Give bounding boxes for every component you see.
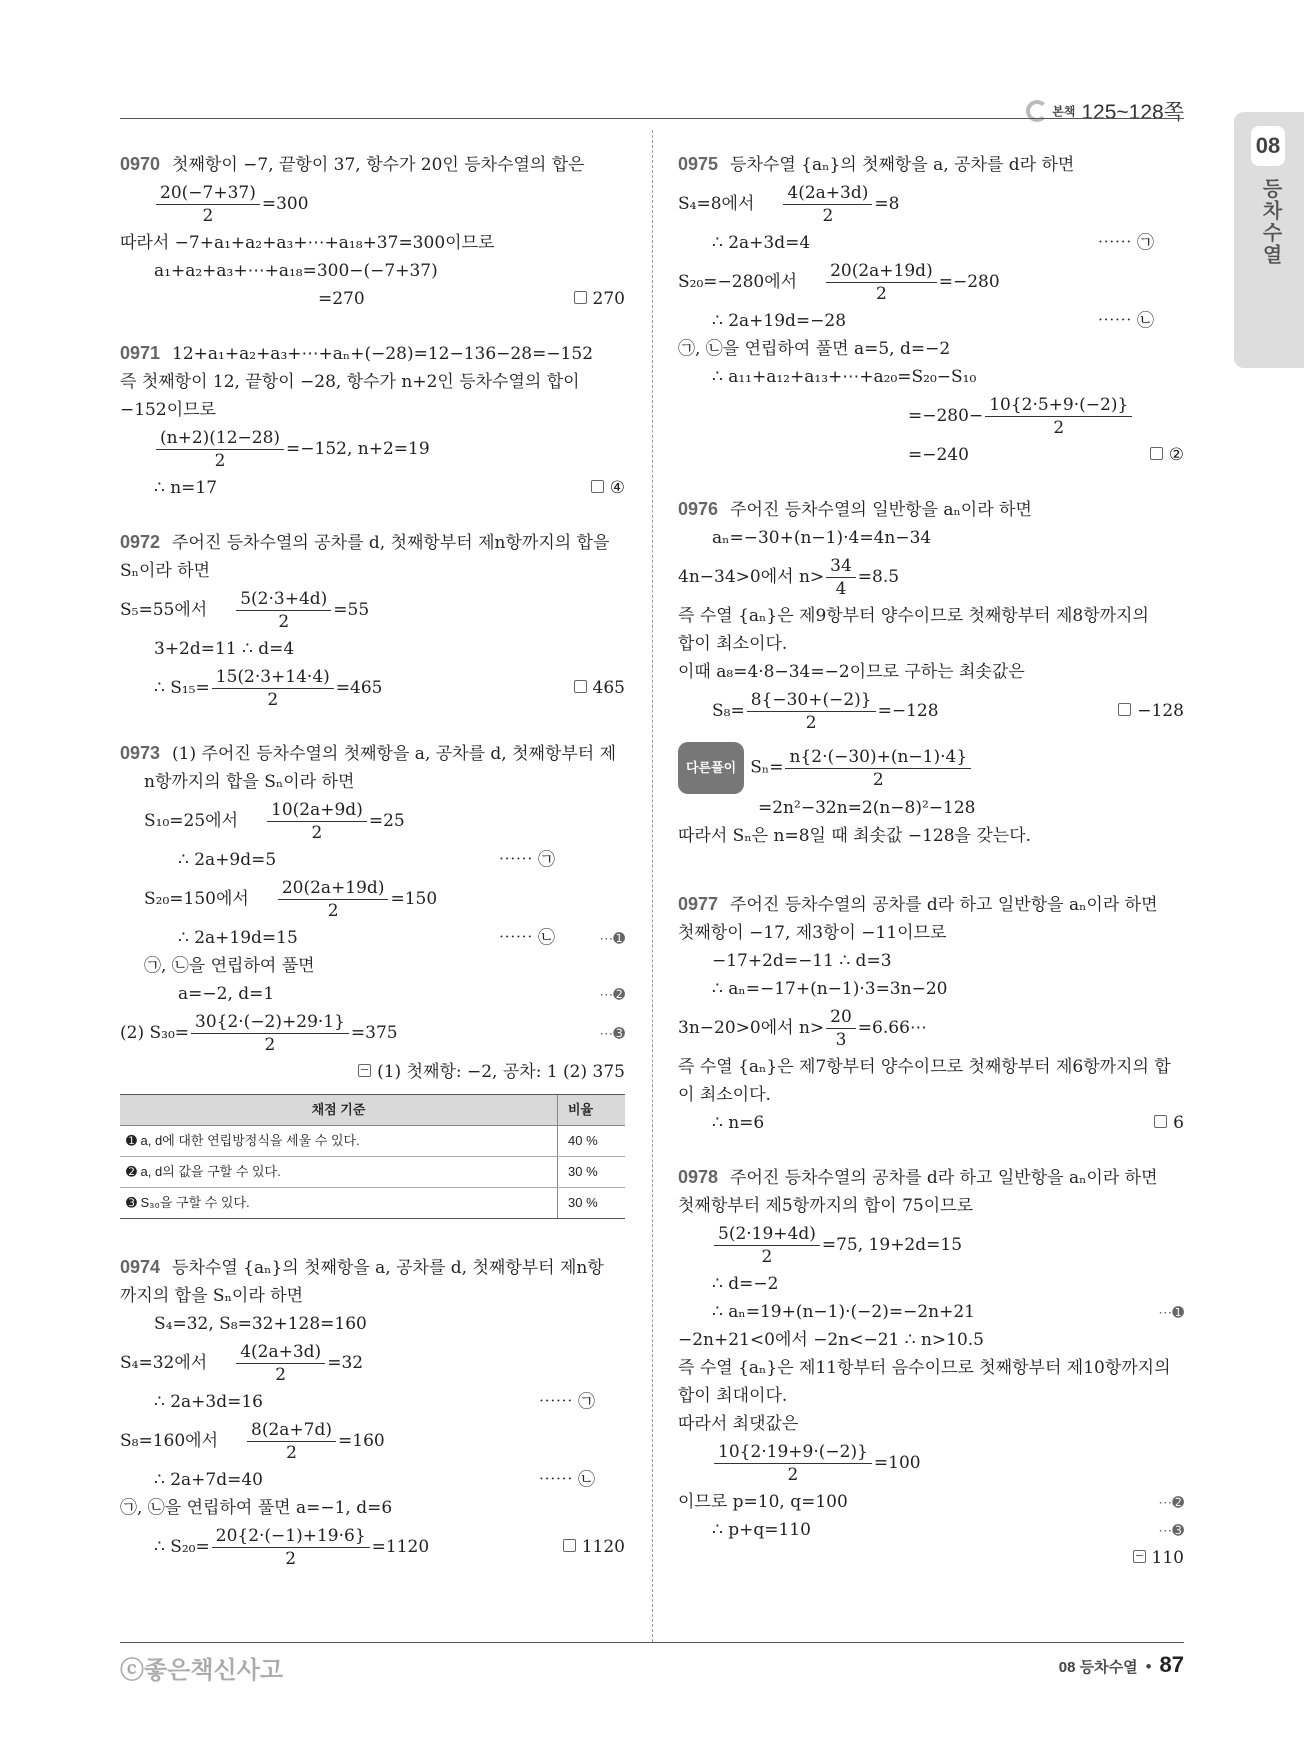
problem-number: 0971 bbox=[120, 343, 161, 363]
problem-0974: 0974 등차수열 {aₙ}의 첫째항을 a, 공차를 d, 첫째항부터 제n항 까지의 합을 Sₙ이라 하면 S₄=32, S₈=32+128=160 S₄=32에서 $\frac{4(2a+3d)}{2}$ =32 ∴ 2a+3d=16 ⋯⋯ ㉠ S₈=160에서 $\frac{8(2a+7d)}{2}$ =160 ∴ 2a+7d=40 ⋯⋯ ㉡ ㉠, ㉡을 연립하여 풀면 a=−1, d=6 ∴ S₂₀= $\frac{20\{2\cdot(-1)+19\cdot 6\}}{2}$ =1120 1120 bbox=[120, 1253, 625, 1572]
problem-number: 0975 bbox=[678, 154, 719, 174]
solution-line: =2n²−32n=2(n−8)²−128 bbox=[758, 798, 976, 818]
answer: 6 bbox=[1154, 1109, 1184, 1137]
solution-line: 따라서 Sₙ은 n=8일 때 최솟값 −128을 갖는다. bbox=[678, 826, 1032, 846]
answer: −128 bbox=[1118, 686, 1184, 736]
solution-line: ∴ a₁₁+a₁₂+a₁₃+⋯+a₂₀=S₂₀−S₁₀ bbox=[712, 367, 977, 387]
answer-icon bbox=[358, 1064, 371, 1077]
problem-number: 0977 bbox=[678, 894, 719, 914]
step-marker: ⋯➌ bbox=[1158, 1522, 1184, 1538]
solution-line: 즉 수열 {aₙ}은 제7항부터 양수이므로 첫째항부터 제6항까지의 합 bbox=[678, 1057, 1171, 1077]
problem-text: (1) 주어진 등차수열의 첫째항을 a, 공차를 d, 첫째항부터 제 bbox=[172, 744, 617, 764]
publisher-logo: ⓒ좋은책신사고 bbox=[120, 1657, 284, 1684]
fraction: $\frac{4(2a+3d)}{2}$ bbox=[236, 1341, 325, 1386]
problem-0975: 0975 등차수열 {aₙ}의 첫째항을 a, 공차를 d라 하면 S₄=8에서 $\frac{4(2a+3d)}{2}$ =8 ∴ 2a+3d=4 ⋯⋯ ㉠ S₂₀=−280에서 $\frac{20(2a+19d)}{2}$ =−280 ∴ 2a+19d=−28 ⋯⋯ ㉡ ㉠, ㉡을 연립하여 풀면 a=5, d=−2 ∴ a₁₁+a₁₂+a₁₃+⋯+a₂₀=S₂₀−S₁₀ =−280− $\frac{10\{2\cdot 5+9\cdot(-2)\}}{2}$ =−240 ② bbox=[678, 150, 1184, 469]
problem-number: 0976 bbox=[678, 499, 719, 519]
solution-line: aₙ=−30+(n−1)·4=4n−34 bbox=[712, 528, 932, 548]
problem-0976: 0976 주어진 등차수열의 일반항을 aₙ이라 하면 aₙ=−30+(n−1)·4=4n−34 4n−34>0에서 n> $\frac{34}{4}$ =8.5 즉 수열 {aₙ}은 제9항부터 양수이므로 첫째항부터 제8항까지의 합이 최소이다. 이때 a₈=4·8−34=−2이므로 구하는 최솟값은 S₈= $\frac{8\{-30+(-2)\}}{2}$ =−128 −128 다른풀이 Sₙ= $\frac{n\{2\cdot(-30)+(n-1)\cdot 4\}}{2}$ =2n²−32n=2(n−8)²−128 따라서 Sₙ은 n=8일 때 최솟값 −128을 갖는다. bbox=[678, 495, 1184, 850]
problem-text: 주어진 등차수열의 공차를 d라 하고 일반항을 aₙ이라 하면 bbox=[730, 895, 1158, 915]
fraction: $\frac{5(2\cdot 3+4d)}{2}$ bbox=[236, 588, 331, 633]
answer-icon bbox=[1154, 1115, 1167, 1128]
solution-line: 이때 a₈=4·8−34=−2이므로 구하는 최솟값은 bbox=[678, 662, 1025, 682]
book-label: 본책 bbox=[1052, 104, 1076, 119]
solution-line: −17+2d=−11 ∴ d=3 bbox=[712, 951, 892, 971]
chapter-number: 08 bbox=[1251, 126, 1285, 166]
answer: (1) 첫째항: −2, 공차: 1 (2) 375 bbox=[120, 1058, 625, 1086]
solution-line: 까지의 합을 Sₙ이라 하면 bbox=[120, 1286, 304, 1306]
answer-icon bbox=[563, 1539, 576, 1552]
problem-number: 0978 bbox=[678, 1167, 719, 1187]
footer-page-info bbox=[1059, 1652, 1184, 1678]
equation-marker: ⋯⋯ ㉠ bbox=[498, 850, 555, 870]
problem-0973: 0973 (1) 주어진 등차수열의 첫째항을 a, 공차를 d, 첫째항부터 제 n항까지의 합을 Sₙ이라 하면 S₁₀=25에서 $\frac{10(2a+9d)}{2}$ =25 ∴ 2a+9d=5 ⋯⋯ ㉠ S₂₀=150에서 $\frac{20(2a+19d)}{2}$ =150 ∴ 2a+19d=15 ⋯⋯ ㉡ ⋯➊ ㉠, ㉡을 연립하여 풀면 a=−2, d=1 ⋯➋ (2) S₃₀= $\frac{30\{2\cdot(-2)+29\cdot 1\}}{2}$ =375 ⋯➌ (1) 첫째항: −2, 공차: 1 (2) 375 채점 기준 비율 ➊ a, d에 대한 연립방정식을 세울 수 있다. 40 % ➋ a, d의 값을 구할 수 있다. 30 % ➌ S₃₀을 구할 수 있다. 30 % bbox=[120, 739, 625, 1219]
fraction: $\frac{34}{4}$ bbox=[826, 555, 856, 600]
problem-text: 첫째항이 −7, 끝항이 37, 항수가 20인 등차수열의 합은 bbox=[172, 155, 585, 175]
problem-number: 0974 bbox=[120, 1257, 161, 1277]
fraction: $\frac{20\{2\cdot(-1)+19\cdot 6\}}{2}$ bbox=[212, 1525, 370, 1570]
table-row: ➌ S₃₀을 구할 수 있다. 30 % bbox=[120, 1188, 625, 1219]
footer-bullet: • bbox=[1145, 1657, 1152, 1676]
step-marker: ⋯➊ bbox=[599, 930, 625, 946]
answer: 1120 bbox=[563, 1522, 625, 1572]
page-range: 125~128쪽 bbox=[1081, 101, 1184, 124]
chapter-title: 등차수열 bbox=[1259, 178, 1281, 266]
answer: ④ bbox=[591, 474, 625, 502]
equation-marker: ⋯⋯ ㉡ bbox=[538, 1470, 595, 1490]
chapter-side-tab bbox=[1234, 112, 1304, 368]
answer-icon bbox=[574, 680, 587, 693]
problem-number: 0973 bbox=[120, 743, 161, 763]
solution-line: 첫째항이 −17, 제3항이 −11이므로 bbox=[678, 923, 947, 943]
table-row: ➋ a, d의 값을 구할 수 있다. 30 % bbox=[120, 1157, 625, 1188]
problem-text: 등차수열 {aₙ}의 첫째항을 a, 공차를 d, 첫째항부터 제n항 bbox=[172, 1258, 604, 1278]
problem-text: 주어진 등차수열의 공차를 d, 첫째항부터 제n항까지의 합을 bbox=[172, 533, 610, 553]
fraction: $\frac{10(2a+9d)}{2}$ bbox=[267, 799, 367, 844]
solution-line: a₁+a₂+a₃+⋯+a₁₈=300−(−7+37) bbox=[154, 261, 438, 281]
solution-line: =−240 ② bbox=[678, 441, 1184, 469]
right-column bbox=[678, 150, 1184, 1598]
equation-marker: ⋯⋯ ㉡ bbox=[1097, 311, 1154, 331]
grading-table bbox=[120, 1094, 625, 1219]
problem-text: 12+a₁+a₂+a₃+⋯+aₙ+(−28)=12−136−28=−152 bbox=[172, 344, 594, 364]
problem-number: 0970 bbox=[120, 154, 161, 174]
solution-line: 즉 수열 {aₙ}은 제11항부터 음수이므로 첫째항부터 제10항까지의 bbox=[678, 1358, 1171, 1378]
solution-line: 즉 수열 {aₙ}은 제9항부터 양수이므로 첫째항부터 제8항까지의 bbox=[678, 606, 1149, 626]
solution-line: ㉠, ㉡을 연립하여 풀면 a=5, d=−2 bbox=[678, 339, 951, 359]
solution-line: ∴ aₙ=−17+(n−1)·3=3n−20 bbox=[712, 979, 948, 999]
fraction: $\frac{20}{3}$ bbox=[826, 1006, 856, 1051]
problem-0977: 0977 주어진 등차수열의 공차를 d라 하고 일반항을 aₙ이라 하면 첫째항이 −17, 제3항이 −11이므로 −17+2d=−11 ∴ d=3 ∴ aₙ=−17+(n−1)·3=3n−20 3n−20>0에서 n> $\frac{20}{3}$ =6.66⋯ 즉 수열 {aₙ}은 제7항부터 양수이므로 첫째항부터 제6항까지의 합 이 최소이다. ∴ n=6 6 bbox=[678, 890, 1184, 1137]
grading-header: 비율 bbox=[558, 1095, 626, 1126]
solution-line: 합이 최대이다. bbox=[678, 1386, 788, 1406]
fraction: $\frac{8\{-30+(-2)\}}{2}$ bbox=[747, 689, 876, 734]
equation-marker: ⋯⋯ ㉡ bbox=[498, 928, 555, 948]
answer-icon bbox=[1133, 1550, 1146, 1563]
column-divider bbox=[652, 130, 653, 1642]
problem-0971: 0971 12+a₁+a₂+a₃+⋯+aₙ+(−28)=12−136−28=−152 즉 첫째항이 12, 끝항이 −28, 항수가 n+2인 등차수열의 합이 −152이므로 $\frac{(n+2)(12-28)}{2}$ =−152, n+2=19 ∴ n=17 ④ bbox=[120, 339, 625, 502]
step-marker: ⋯➋ bbox=[599, 986, 625, 1002]
solution-line: −2n+21<0에서 −2n<−21 ∴ n>10.5 bbox=[678, 1330, 984, 1350]
problem-number: 0972 bbox=[120, 532, 161, 552]
step-marker: ⋯➌ bbox=[599, 1025, 625, 1041]
answer: ② bbox=[1150, 441, 1184, 469]
problem-0978: 0978 주어진 등차수열의 공차를 d라 하고 일반항을 aₙ이라 하면 첫째항부터 제5항까지의 합이 75이므로 $\frac{5(2\cdot 19+4d)}{2}$ =75, 19+2d=15 ∴ d=−2 ∴ aₙ=19+(n−1)·(−2)=−2n+21 ⋯➊ −2n+21<0에서 −2n<−21 ∴ n>10.5 즉 수열 {aₙ}은 제11항부터 음수이므로 첫째항부터 제10항까지의 합이 최대이다. 따라서 최댓값은 $\frac{10\{2\cdot 19+9\cdot(-2)\}}{2}$ =100 이므로 p=10, q=100 ⋯➋ ∴ p+q=110 ⋯➌ 110 bbox=[678, 1163, 1184, 1572]
problem-0970: 0970 첫째항이 −7, 끝항이 37, 항수가 20인 등차수열의 합은 $\frac{20(-7+37)}{2}$ =300 따라서 −7+a₁+a₂+a₃+⋯+a₁₈+37=300이므로 a₁+a₂+a₃+⋯+a₁₈=300−(−7+37) =270 270 bbox=[120, 150, 625, 313]
answer: 110 bbox=[678, 1544, 1184, 1572]
fraction: $\frac{20(-7+37)}{2}$ bbox=[156, 182, 260, 227]
solution-line: 따라서 −7+a₁+a₂+a₃+⋯+a₁₈+37=300이므로 bbox=[120, 233, 495, 253]
footer-rule bbox=[120, 1642, 1184, 1643]
solution-line: 이 최소이다. bbox=[678, 1085, 771, 1105]
fraction: $\frac{(n+2)(12-28)}{2}$ bbox=[156, 427, 284, 472]
fraction: $\frac{15(2\cdot 3+14\cdot 4)}{2}$ bbox=[212, 666, 334, 711]
answer: 465 bbox=[574, 663, 625, 713]
problem-text: 주어진 등차수열의 일반항을 aₙ이라 하면 bbox=[730, 500, 1032, 520]
answer-icon bbox=[1118, 703, 1131, 716]
problem-text: 등차수열 {aₙ}의 첫째항을 a, 공차를 d라 하면 bbox=[730, 155, 1075, 175]
solution-line: ∴ n=17 ④ bbox=[120, 474, 625, 502]
problem-text: 주어진 등차수열의 공차를 d라 하고 일반항을 aₙ이라 하면 bbox=[730, 1168, 1158, 1188]
solution-line: 따라서 최댓값은 bbox=[678, 1414, 799, 1434]
step-marker: ⋯➊ bbox=[1158, 1304, 1184, 1320]
fraction: $\frac{4(2a+3d)}{2}$ bbox=[783, 182, 872, 227]
solution-line: ㉠, ㉡을 연립하여 풀면 bbox=[144, 956, 315, 976]
solution-line: 3+2d=11 ∴ d=4 bbox=[154, 639, 295, 659]
answer: 270 bbox=[574, 285, 625, 313]
equation-marker: ⋯⋯ ㉠ bbox=[1097, 233, 1154, 253]
grading-header: 채점 기준 bbox=[120, 1095, 558, 1126]
solution-line: n항까지의 합을 Sₙ이라 하면 bbox=[144, 772, 355, 792]
table-row: ➊ a, d에 대한 연립방정식을 세울 수 있다. 40 % bbox=[120, 1126, 625, 1157]
fraction: $\frac{10\{2\cdot 19+9\cdot(-2)\}}{2}$ bbox=[714, 1441, 872, 1486]
top-rule bbox=[120, 118, 1184, 119]
solution-line: S₄=32, S₈=32+128=160 bbox=[154, 1314, 367, 1334]
answer-icon bbox=[1150, 447, 1163, 460]
page-number: 87 bbox=[1159, 1652, 1184, 1677]
page-reference bbox=[1026, 96, 1184, 126]
fraction: $\frac{8(2a+7d)}{2}$ bbox=[247, 1419, 336, 1464]
solution-line: ∴ n=6 6 bbox=[678, 1109, 1184, 1137]
alt-solution-badge: 다른풀이 bbox=[678, 742, 744, 794]
step-marker: ⋯➋ bbox=[1158, 1494, 1184, 1510]
footer-chapter: 08 등차수열 bbox=[1058, 1659, 1138, 1676]
fraction: $\frac{30\{2\cdot(-2)+29\cdot 1\}}{2}$ bbox=[191, 1011, 349, 1056]
solution-line: ∴ d=−2 bbox=[712, 1274, 779, 1294]
solution-line: Sₙ이라 하면 bbox=[120, 561, 211, 581]
fraction: $\frac{5(2\cdot 19+4d)}{2}$ bbox=[714, 1223, 820, 1268]
solution-line: −152이므로 bbox=[120, 400, 216, 420]
fraction: $\frac{10\{2\cdot 5+9\cdot(-2)\}}{2}$ bbox=[985, 394, 1132, 439]
answer-icon bbox=[574, 291, 587, 304]
solution-line: 합이 최소이다. bbox=[678, 634, 788, 654]
fraction: $\frac{20(2a+19d)}{2}$ bbox=[278, 877, 389, 922]
solution-line: 즉 첫째항이 12, 끝항이 −28, 항수가 n+2인 등차수열의 합이 bbox=[120, 372, 580, 392]
fraction: $\frac{20(2a+19d)}{2}$ bbox=[826, 260, 937, 305]
solution-line: ㉠, ㉡을 연립하여 풀면 a=−1, d=6 bbox=[120, 1498, 393, 1518]
fraction: $\frac{n\{2\cdot(-30)+(n-1)\cdot 4\}}{2}$ bbox=[785, 746, 971, 791]
left-column bbox=[120, 150, 625, 1598]
equation-marker: ⋯⋯ ㉠ bbox=[538, 1392, 595, 1412]
answer-icon bbox=[591, 480, 604, 493]
solution-line: =270 270 bbox=[120, 285, 625, 313]
solution-line: 첫째항부터 제5항까지의 합이 75이므로 bbox=[678, 1196, 973, 1216]
problem-0972: 0972 주어진 등차수열의 공차를 d, 첫째항부터 제n항까지의 합을 Sₙ이라 하면 S₅=55에서 $\frac{5(2\cdot 3+4d)}{2}$ =55 3+2d=11 ∴ d=4 ∴ S₁₅= $\frac{15(2\cdot 3+14\cdot 4)}{2}$ =465 465 bbox=[120, 528, 625, 713]
